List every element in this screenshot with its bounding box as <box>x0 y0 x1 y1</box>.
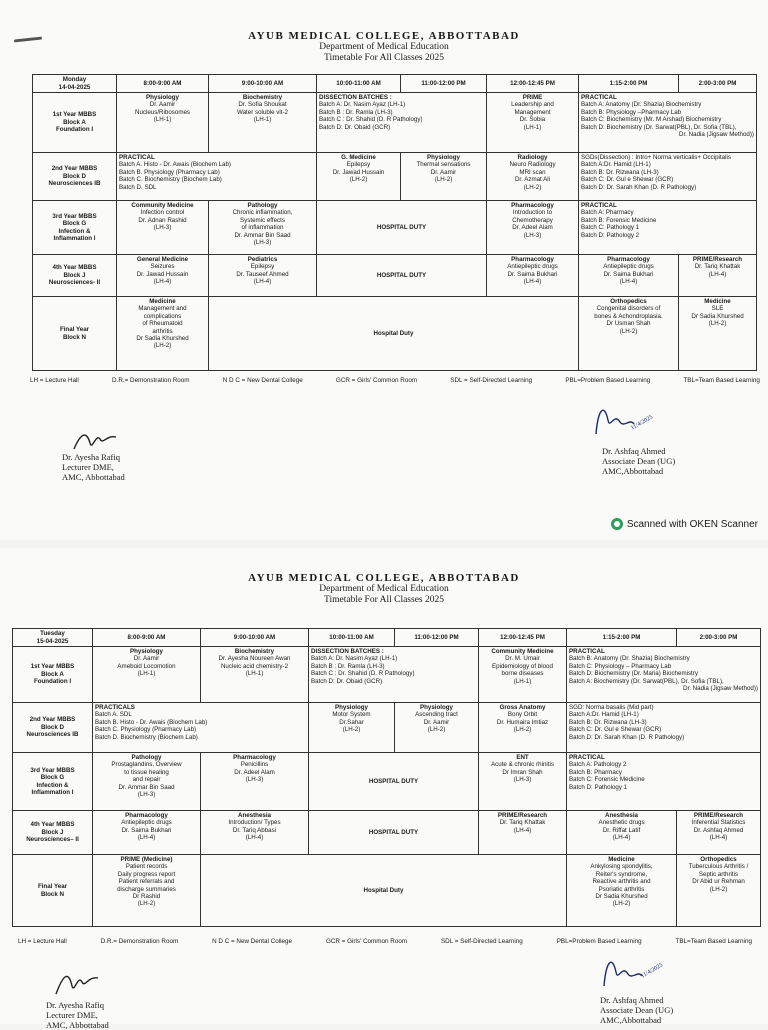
session-cell: Anesthesia Anesthetic drugs Dr. Riffat Latif (LH-4) <box>567 811 677 855</box>
day-cell: Monday 14-04-2025 <box>33 75 117 93</box>
scanner-watermark <box>611 518 758 530</box>
session-cell: Pharmacology Penicillins Dr. Adeel Alam (LH-3) <box>201 753 309 811</box>
session-cell: PRIME (Medicine) Patient records Daily progress report Patient referrals and discharge summaries Dr Rashid (LH-2) <box>93 855 201 927</box>
timetable-subtitle: Timetable For All Classes 2025 <box>324 53 444 63</box>
department-name: Department of Medical Education <box>319 42 449 52</box>
time-slot: 2:00-3:00 PM <box>679 75 757 93</box>
session-cell: PRACTICAL Batch A. Histo - Dr. Awais (Biochem Lab) Batch B. Physiology (Pharmacy Lab) Batch C. Biochemistry (Biochem Lab) Batch D. SDL <box>117 153 317 201</box>
session-cell: Community Medicine Infection control Dr. Adnan Rashid (LH-3) <box>117 201 209 255</box>
class-cell: 4th Year MBBS Block J Neurosciences- II <box>33 255 117 297</box>
session-cell: PRIME Leadership and Management Dr. Sobia (LH-1) <box>487 93 579 153</box>
legend-item: TBL=Team Based Learning <box>683 377 760 384</box>
session-cell: PRACTICAL Batch A: Pharmacy Batch B: Forensic Medicine Batch C: Pathology 1 Batch D: Pathology 2 <box>579 201 757 255</box>
session-cell: ENT Acute & chronic rhinitis Dr Imran Shah (LH-3) <box>479 753 567 811</box>
session-cell: Physiology Dr. Aamir Ameboid Locomotion (LH-1) <box>93 647 201 703</box>
session-cell: Pathology Chronic inflammation, Systemic effects of inflammation Dr. Ammar Bin Saad (LH-3) <box>209 201 317 255</box>
legend-item: GCR = Girls' Common Room <box>335 377 418 384</box>
signature-left: Dr. Ayesha Rafiq Lecturer DME, AMC, Abbottabad <box>62 452 125 482</box>
signature-date: 11/4/2025 <box>640 962 665 980</box>
session-cell: Pharmacology Antiepileptic drugs Dr. Saima Bukhari (LH-4) <box>93 811 201 855</box>
signature-right: Dr. Ashfaq Ahmed Associate Dean (UG) AMC,Abbottabad <box>600 995 674 1025</box>
signature-left-scribble <box>52 960 102 1000</box>
time-slot: 11:00-12:00 PM <box>401 75 487 93</box>
session-cell: Medicine Ankylosing spondylitis, Reiter's syndrome, Reactive arthritis and Psoriatic arthritis Dr Sadia Khurshed (LH-2) <box>567 855 677 927</box>
legend-item: TBL=Team Based Learning <box>675 938 752 945</box>
hospital-duty-cell: Hospital Duty <box>209 297 579 371</box>
class-cell: Final Year Block N <box>13 855 93 927</box>
session-cell: Biochemistry Dr. Sofia Shoukat Water soluble vit-2 (LH-1) <box>209 93 317 153</box>
time-slot: 11:00-12:00 PM <box>395 629 479 647</box>
class-cell: 1st Year MBBS Block A Foundation I <box>13 647 93 703</box>
session-cell: Pathology Prostaglandins, Overview to tissue healing and repair Dr. Ammar Bin Saad (LH-3) <box>93 753 201 811</box>
legend-item: SDL = Self-Directed Learning <box>450 377 533 384</box>
class-cell: 4th Year MBBS Block J Neurosciences– II <box>13 811 93 855</box>
session-cell: General Medicine Seizures Dr. Jawad Hussain (LH-4) <box>117 255 209 297</box>
time-slot: 9:00-10:00 AM <box>209 75 317 93</box>
session-cell: PRACTICALS Batch A. SDL Batch B. Histo - Dr. Awais (Biochem Lab) Batch C. Physiology (Pharmacy Lab) Batch D. Biochemistry (Biochem Lab) <box>93 703 309 753</box>
timetable-subtitle: Timetable For All Classes 2025 <box>324 595 444 605</box>
signature-left-scribble <box>70 425 120 455</box>
time-slot: 10:00-11:00 AM <box>317 75 401 93</box>
college-name: AYUB MEDICAL COLLEGE, ABBOTTABAD <box>248 572 520 584</box>
time-slot: 12:00-12:45 PM <box>487 75 579 93</box>
session-cell: Pediatrics Epilepsy Dr. Tauseef Ahmed (LH-4) <box>209 255 317 297</box>
session-cell: Gross Anatomy Bony Orbit Dr. Humaira Imtiaz (LH-2) <box>479 703 567 753</box>
session-cell: Physiology Dr. Aamir Nucleus/Ribosomes (LH-1) <box>117 93 209 153</box>
session-cell: Physiology Motor System Dr.Sahar (LH-2) <box>309 703 395 753</box>
session-cell: PRIME/Research Dr. Tariq Khattak (LH-4) <box>479 811 567 855</box>
hospital-duty-cell: Hospital Duty <box>201 855 567 927</box>
legend-item: PBL=Problem Based Learning <box>556 938 642 945</box>
session-cell: Anesthesia Introduction/ Types Dr. Tariq Abbasi (LH-4) <box>201 811 309 855</box>
college-name: AYUB MEDICAL COLLEGE, ABBOTTABAD <box>248 30 520 42</box>
timetable-table-tuesday <box>12 628 761 927</box>
session-cell: PRIME/Research Inferential Statistics Dr. Ashfaq Ahmed (LH-4) <box>677 811 761 855</box>
time-slot: 8:00-9:00 AM <box>93 629 201 647</box>
session-cell: SGDs(Dissection) : Intro+ Norma verticalis+ Occipitalis Batch A:Dr. Hamid (LH-1) Batch B: Dr. Rizwana (LH-3) Batch C: Dr. Gul e Shewar (GCR) Batch D: Dr. Sarah Khan (D. R Pathology) <box>579 153 757 201</box>
header <box>0 572 768 606</box>
legend-item: D.R.= Demonstration Room <box>100 938 179 945</box>
legend-item: LH = Lecture Hall <box>30 377 79 384</box>
legend-item: N D C = New Dental College <box>212 938 293 945</box>
session-cell: G. Medicine Epilepsy Dr. Jawad Hussain (LH-2) <box>317 153 401 201</box>
class-cell: 2nd Year MBBS Block D Neurosciences IB <box>33 153 117 201</box>
session-cell: PRACTICAL Batch A: Anatomy (Dr. Shazia) Biochemistry Batch B: Physiology –Pharmacy Lab Batch C: Biochemistry (Mr. M Arshad) Biochemistry Batch D: Biochemistry (Dr. Sarwat(PBL), Dr. Sofia (TBL), Dr. Nadia (Jigsaw Method)) <box>579 93 757 153</box>
class-cell: 2nd Year MBBS Block D Neurosciences IB <box>13 703 93 753</box>
time-slot: 12:00-12:45 PM <box>479 629 567 647</box>
session-cell: Biochemistry Dr. Ayesha Noureen Awan Nucleic acid chemistry-2 (LH-1) <box>201 647 309 703</box>
hospital-duty-cell: HOSPITAL DUTY <box>309 811 479 855</box>
session-cell: Medicine Management and complications of Rheumatoid arthritis Dr Sadia Khurshed (LH-2) <box>117 297 209 371</box>
session-cell: PRACTICAL Batch A: Pathology 2 Batch B: Pharmacy Batch C: Forensic Medicine Batch D: Pathology 1 <box>567 753 761 811</box>
legend-item: D.R.= Demonstration Room <box>112 377 190 384</box>
signature-left: Dr. Ayesha Rafiq Lecturer DME, AMC, Abbottabad <box>46 1000 109 1030</box>
legend-item: SDL = Self-Directed Learning <box>440 938 523 945</box>
legend-item: LH = Lecture Hall <box>18 938 67 945</box>
session-cell: Community Medicine Dr. M. Umair Epidemiology of blood borne diseases (LH-1) <box>479 647 567 703</box>
time-slot: 1:15-2:00 PM <box>567 629 677 647</box>
timetable-page-tuesday <box>0 548 768 1030</box>
class-cell: 3rd Year MBBS Block G Infection & Inflammation I <box>33 201 117 255</box>
class-cell: Final Year Block N <box>33 297 117 371</box>
scanner-text: Scanned with OKEN Scanner <box>626 518 758 530</box>
legend-item: N D C = New Dental College <box>222 377 303 384</box>
day-cell: Tuesday 15-04-2025 <box>13 629 93 647</box>
time-slot: 1:15-2:00 PM <box>579 75 679 93</box>
session-cell: DISSECTION BATCHES : Batch A: Dr. Nasim Ayaz (LH-1) Batch B : Dr. Ramla (LH-3) Batch C : Dr. Shahid (D. R Pathology) Batch D: Dr. Obaid (GCR) <box>317 93 487 153</box>
signature-date: 11/4/2025 <box>630 414 655 432</box>
signature-right-scribble <box>598 952 668 992</box>
session-cell: DISSECTION BATCHES : Batch A: Dr. Nasim Ayaz (LH-1) Batch B : Dr. Ramla (LH-3) Batch C : Dr. Shahid (D. R Pathology) Batch D: Dr. Obaid (GCR) <box>309 647 479 703</box>
session-cell: Orthopedics Tuberculous Arthritis / Septic arthritis Dr Abid ur Rehman (LH-2) <box>677 855 761 927</box>
session-cell: Radiology Neuro Radiology MRI scan Dr. Azmat Ali (LH-2) <box>487 153 579 201</box>
legend-item: PBL=Problem Based Learning <box>565 377 651 384</box>
session-cell: Physiology Ascending tract Dr. Aamir (LH-2) <box>395 703 479 753</box>
session-cell: PRACTICAL Batch B: Anatomy (Dr. Shazia) Biochemistry Batch C: Physiology – Pharmacy Lab Batch D: Biochemistry (Dr. Maria) Biochemistry Batch A: Biochemistry (Dr. Sarwat(PBL), Dr. Sofia (TBL), Dr. Nadia (Jigsaw Method)) <box>567 647 761 703</box>
signature-right: Dr. Ashfaq Ahmed Associate Dean (UG) AMC,Abbottabad <box>602 446 676 476</box>
timetable-table-monday <box>32 74 757 371</box>
time-slot: 2:00-3:00 PM <box>677 629 761 647</box>
legend <box>30 377 760 384</box>
legend-item: GCR = Girls' Common Room <box>325 938 408 945</box>
session-cell: Pharmacology Introduction to Chemotherapy Dr. Adeel Alam (LH-3) <box>487 201 579 255</box>
hospital-duty-cell: HOSPITAL DUTY <box>317 255 487 297</box>
session-cell: Pharmacology Antiepileptic drugs Dr. Saima Bukhari (LH-4) <box>579 255 679 297</box>
legend <box>18 938 752 945</box>
class-cell: 3rd Year MBBS Block G Infection & Inflammation I <box>13 753 93 811</box>
session-cell: Orthopedics Congenital disorders of bones & Achondroplasia. Dr Usman Shah (LH-2) <box>579 297 679 371</box>
time-slot: 8:00-9:00 AM <box>117 75 209 93</box>
session-cell: Medicine SLE Dr Sadia Khurshed (LH-2) <box>679 297 757 371</box>
session-cell: PRIME/Research Dr. Tariq Khattak (LH-4) <box>679 255 757 297</box>
session-cell: Physiology Thermal sensations Dr. Aamir (LH-2) <box>401 153 487 201</box>
time-slot: 9:00-10:00 AM <box>201 629 309 647</box>
session-cell: Pharmacology Antiepileptic drugs Dr. Saima Bukhari (LH-4) <box>487 255 579 297</box>
hospital-duty-cell: HOSPITAL DUTY <box>309 753 479 811</box>
class-cell: 1st Year MBBS Block A Foundation I <box>33 93 117 153</box>
session-cell: SGD: Norma basalis (Mid part) Batch A:Dr. Hamid (LH-1) Batch B: Dr. Rizwana (LH-3) Batch C: Dr. Gul e Shewar (GCR) Batch D: Dr. Sarah Khan (D. R Pathology) <box>567 703 761 753</box>
department-name: Department of Medical Education <box>319 584 449 594</box>
scanner-logo-icon <box>611 518 623 530</box>
header <box>0 30 768 64</box>
hospital-duty-cell: HOSPITAL DUTY <box>317 201 487 255</box>
time-slot: 10:00-11:00 AM <box>309 629 395 647</box>
